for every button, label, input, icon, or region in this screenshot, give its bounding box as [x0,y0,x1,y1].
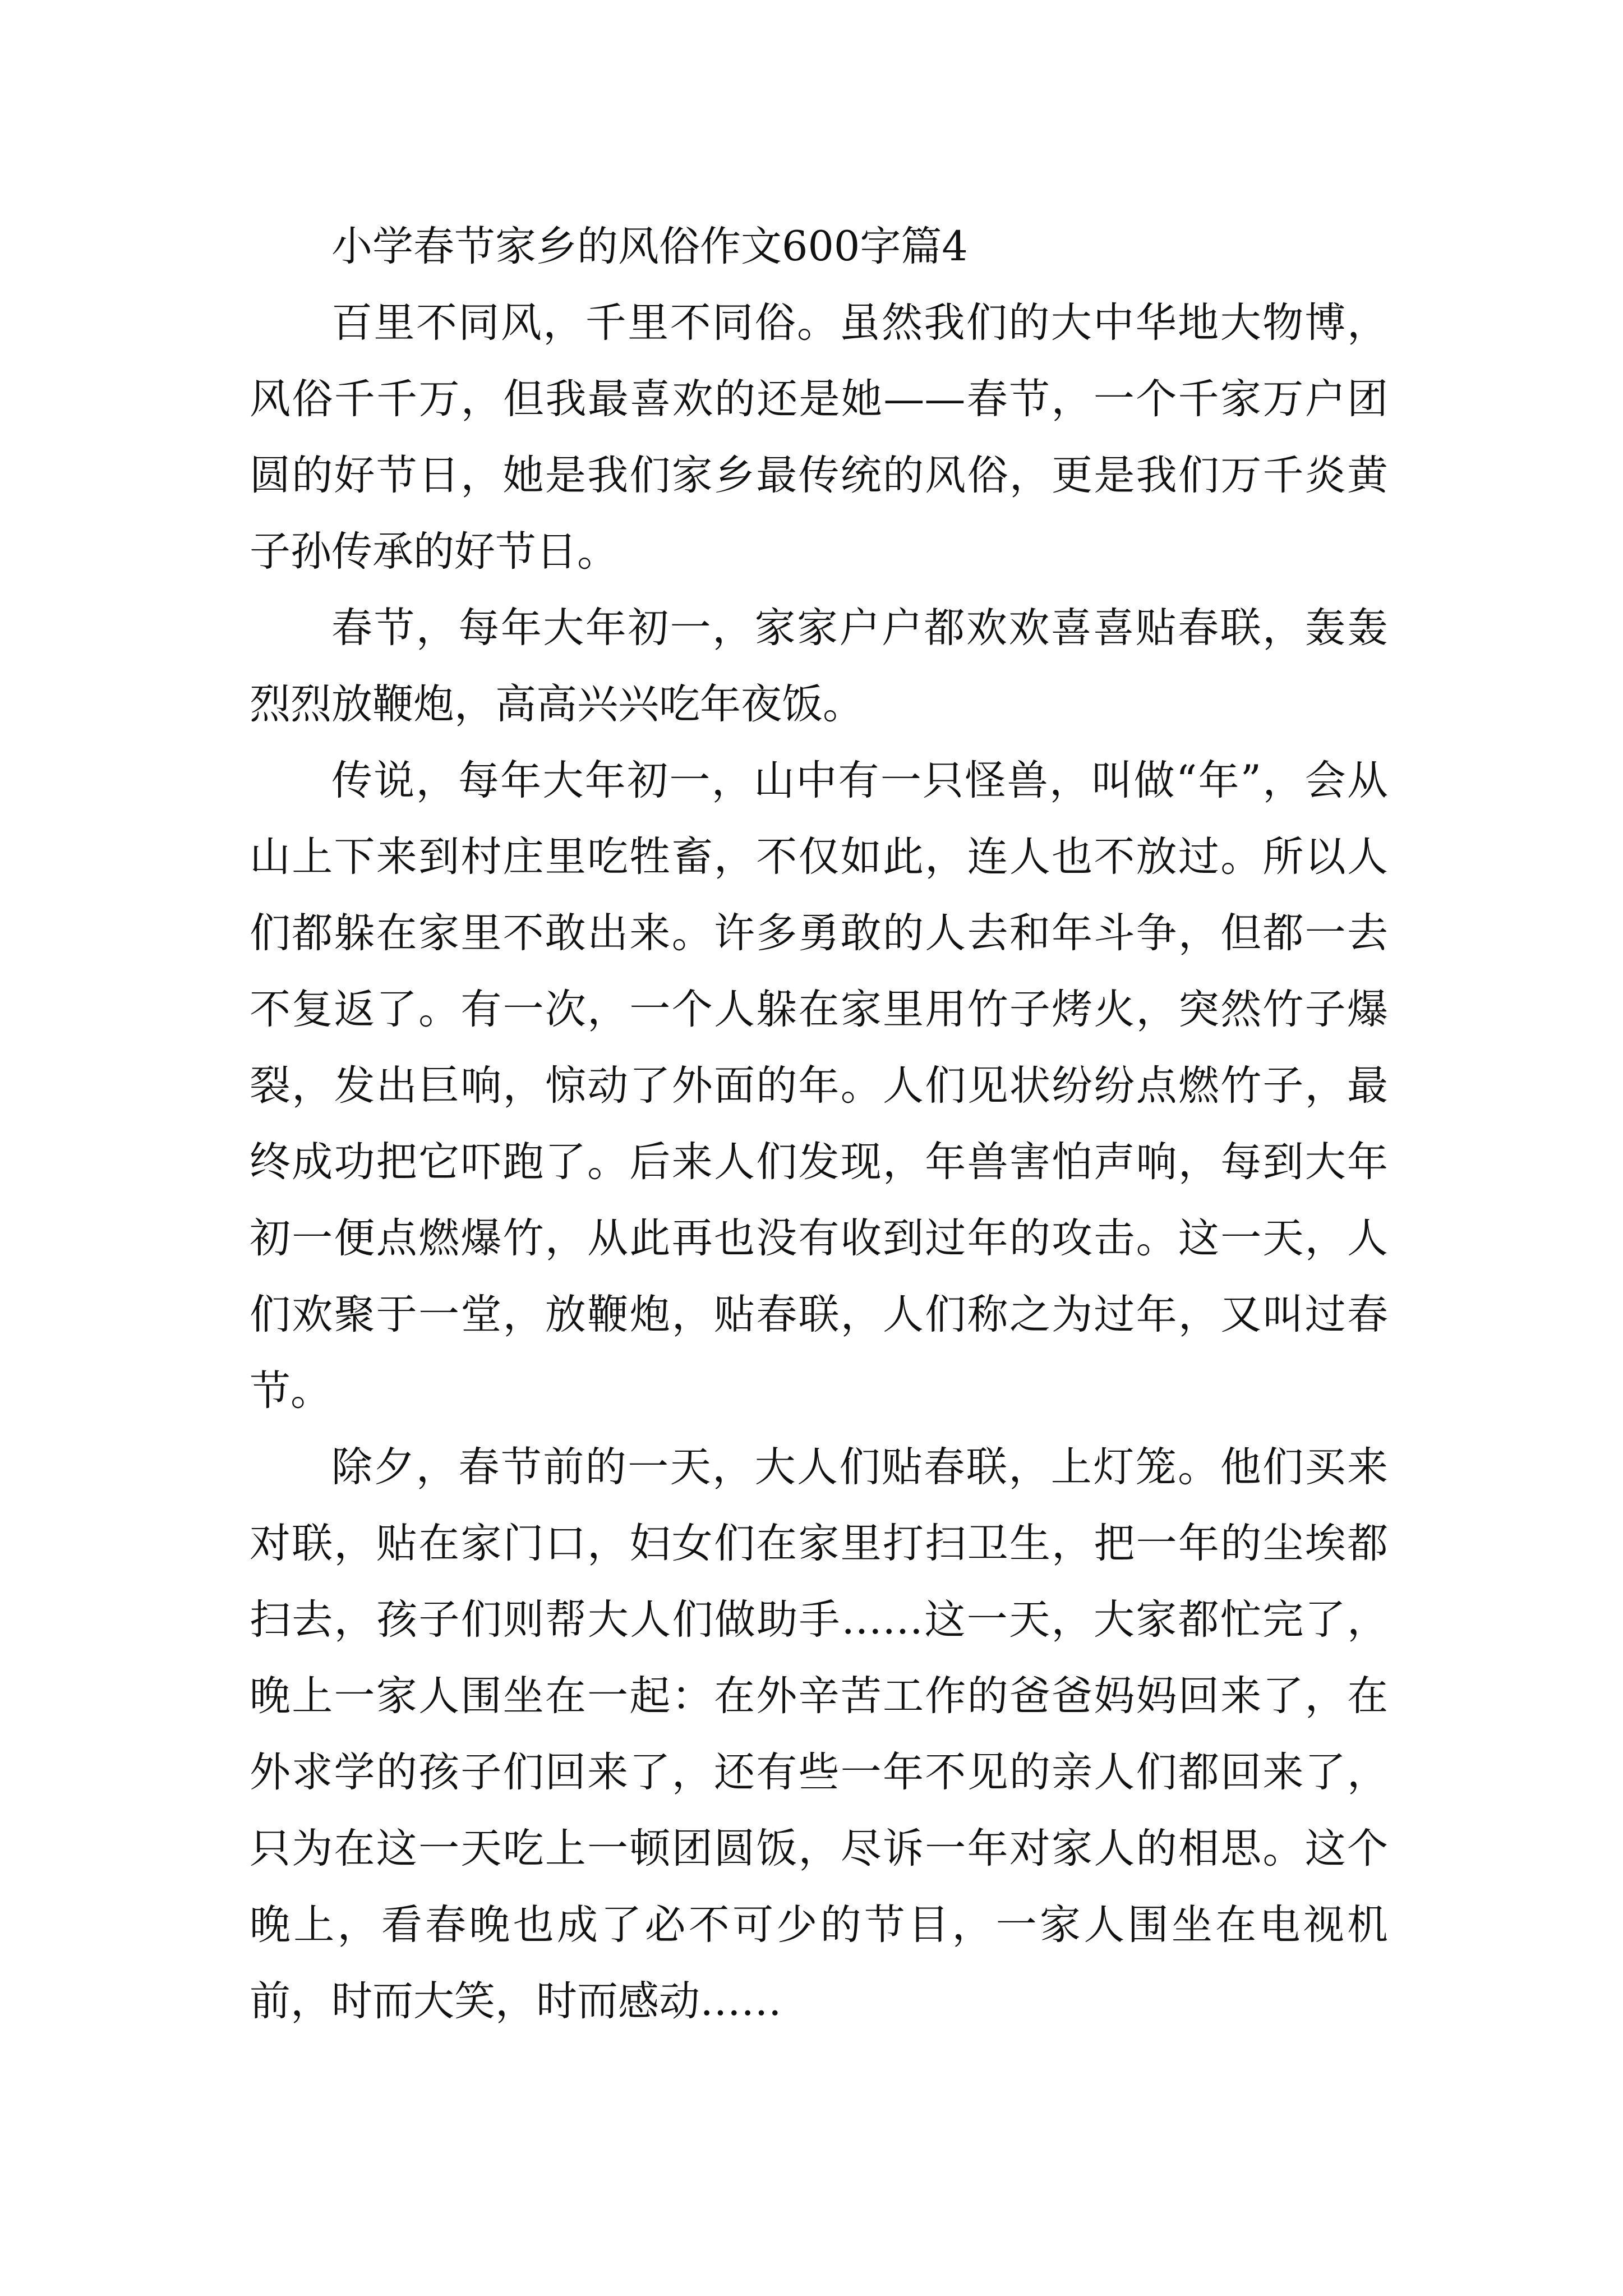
paragraph-spring-festival: 春节，每年大年初一，家家户户都欢欢喜喜贴春联，轰轰烈烈放鞭炮，高高兴兴吃年夜饭。 [250,604,1388,728]
essay-title: 小学春节家乡的风俗作文600字篇4 [331,223,968,270]
paragraph-intro: 百里不同风，千里不同俗。虽然我们的大中华地大物博，风俗千千万，但我最喜欢的还是她——春节，一个千家万户团圆的好节日，她是我们家乡最传统的风俗，更是我们万千炎黄子孙传承的好节日。 [250,299,1388,576]
paragraph-legend: 传说，每年大年初一，山中有一只怪兽，叫做“年”，会从山上下来到村庄里吃牲畜，不仅如此，连人也不放过。所以人们都躲在家里不敢出来。许多勇敢的人去和年斗争，但都一去不复返了。有一次，一个人躲在家里用竹子烤火，突然竹子爆裂，发出巨响，惊动了外面的年。人们见状纷纷点燃竹子，最终成功把它吓跑了。后来人们发现，年兽害怕声响，每到大年初一便点燃爆竹，从此再也没有收到过年的攻击。这一天，人们欢聚于一堂，放鞭炮，贴春联，人们称之为过年，又叫过春节。 [250,757,1388,1415]
paragraph-new-years-eve: 除夕，春节前的一天，大人们贴春联，上灯笼。他们买来对联，贴在家门口，妇女们在家里打扫卫生，把一年的尘埃都扫去，孩子们则帮大人们做助手……这一天，大家都忙完了，晚上一家人围坐在一起：在外辛苦工作的爸爸妈妈回来了，在外求学的孩子们回来了，还有些一年不见的亲人们都回来了，只为在这一天吃上一顿团圆饭，尽诉一年对家人的相思。这个晚上，看春晚也成了必不可少的节目，一家人围坐在电视机前，时而大笑，时而感动…… [250,1443,1388,2025]
document-body [250,209,1388,2040]
